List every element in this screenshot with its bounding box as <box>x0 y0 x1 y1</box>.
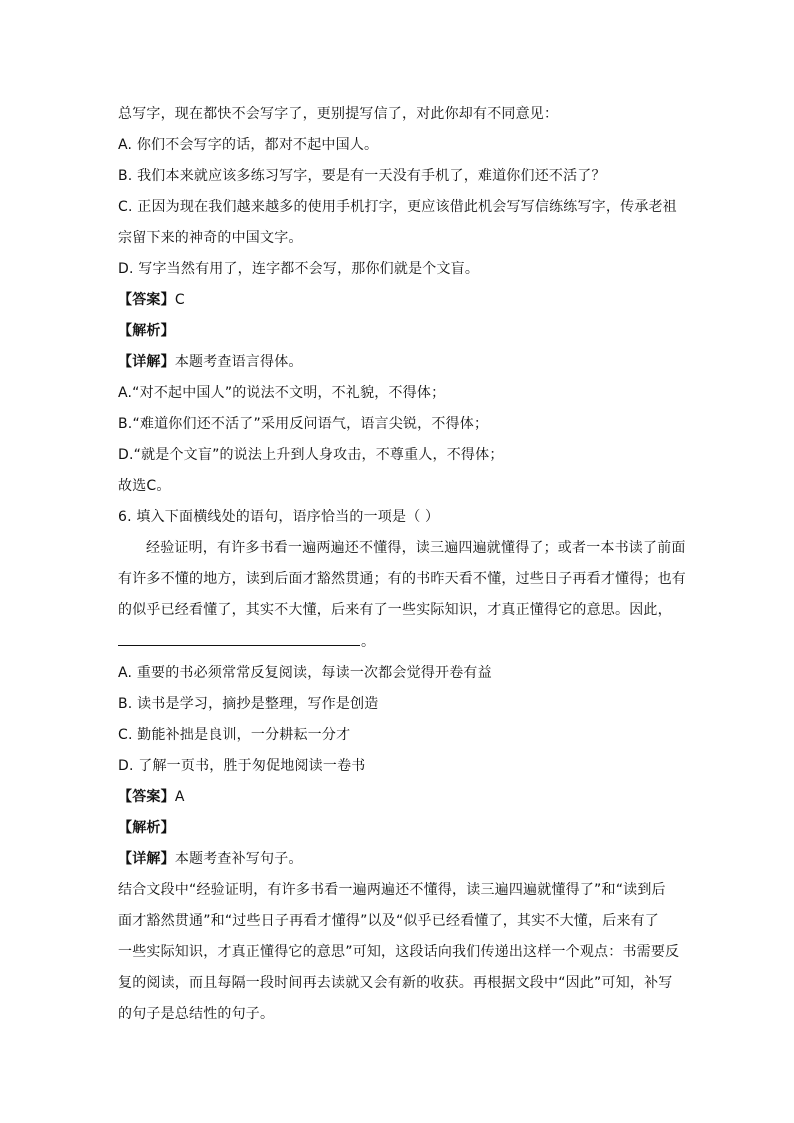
blank-end-punct: 。 <box>361 634 376 650</box>
q6-passage-line-3: 的似乎已经看懂了，其实不大懂，后来有了一些实际知识，才真正懂得它的意思。因此， <box>118 602 672 618</box>
q5-answer-line <box>118 290 688 310</box>
q6-blank-line <box>118 632 688 652</box>
q5-stem-end: 总写字，现在都快不会写字了，更别提写信了，对此你却有不同意见： <box>118 106 559 122</box>
q6-option-a: A. 重要的书必须常常反复阅读，每读一次都会觉得开卷有益 <box>118 665 492 681</box>
q6-passage-line-2: 有许多不懂的地方，读到后面才豁然贯通；有的书昨天看不懂，过些日子再看才懂得；也有 <box>118 571 686 587</box>
q6-option-d: D. 了解一页书，胜于匆促地阅读一卷书 <box>118 758 366 774</box>
q6-explanation-line-1: 结合文段中“经验证明，有许多书看一遍两遍还不懂得，读三遍四遍就懂得了”和“读到后 <box>118 882 666 898</box>
detail-text: 本题考查语言得体。 <box>174 354 303 370</box>
q6-explanation-line-4: 复的阅读，而且每隔一段时间再去读就又会有新的收获。再根据文段中“因此”可知，补写 <box>118 975 673 991</box>
q5-conclusion: 故选C。 <box>118 478 171 494</box>
q6-option-c: C. 勤能补拙是良训，一分耕耘一分才 <box>118 727 351 743</box>
q5-option-c: C. 正因为现在我们越来越多的使用手机打字，更应该借此机会写写信练练写字，传承老祖 <box>118 199 677 215</box>
q5-explanation-b: B.“难道你们还不活了”采用反问语气，语言尖锐，不得体； <box>118 416 489 432</box>
q6-explanation-line-3: 一些实际知识，才真正懂得它的意思”可知，这段话向我们传递出这样一个观点：书需要反 <box>118 944 680 960</box>
q5-option-b: B. 我们本来就应该多练习写字，要是有一天没有手机了，难道你们还不活了？ <box>118 168 606 184</box>
q5-analysis-tag: 【解析】 <box>118 323 175 339</box>
answer-tag: 【答案】 <box>118 789 175 805</box>
q6-explanation-line-5: 的句子是总结性的句子。 <box>118 1006 275 1022</box>
q5-option-d: D. 写字当然有用了，连字都不会写，那你们就是个文盲。 <box>118 261 480 277</box>
answer-value: A <box>174 789 185 805</box>
q6-stem: 6. 填入下面横线处的语句，语序恰当的一项是（ ） <box>118 509 440 525</box>
detail-text: 本题考查补写句子。 <box>174 851 303 867</box>
q5-explanation-a: A.“对不起中国人”的说法不文明，不礼貌，不得体； <box>118 385 446 401</box>
q6-analysis-tag: 【解析】 <box>118 820 175 836</box>
q6-detail-line <box>118 849 688 869</box>
q5-detail-line <box>118 352 688 372</box>
q5-explanation-d: D.“就是个文盲”的说法上升到人身攻击，不尊重人，不得体； <box>118 447 504 463</box>
q5-option-c-cont: 宗留下来的神奇的中国文字。 <box>118 230 303 246</box>
detail-tag: 【详解】 <box>118 851 175 867</box>
answer-tag: 【答案】 <box>118 292 175 308</box>
detail-tag: 【详解】 <box>118 354 175 370</box>
q6-answer-line <box>118 787 688 807</box>
q5-option-a: A. 你们不会写字的话，都对不起中国人。 <box>118 137 379 153</box>
fill-in-blank <box>118 633 360 646</box>
q6-passage-line-1: 经验证明，有许多书看一遍两遍还不懂得，读三遍四遍就懂得了；或者一本书读了前面 <box>146 540 686 556</box>
q6-explanation-line-2: 面才豁然贯通”和“过些日子再看才懂得”以及“似乎已经看懂了，其实不大懂，后来有了 <box>118 913 660 929</box>
answer-value: C <box>174 292 185 308</box>
q6-option-b: B. 读书是学习，摘抄是整理，写作是创造 <box>118 696 379 712</box>
